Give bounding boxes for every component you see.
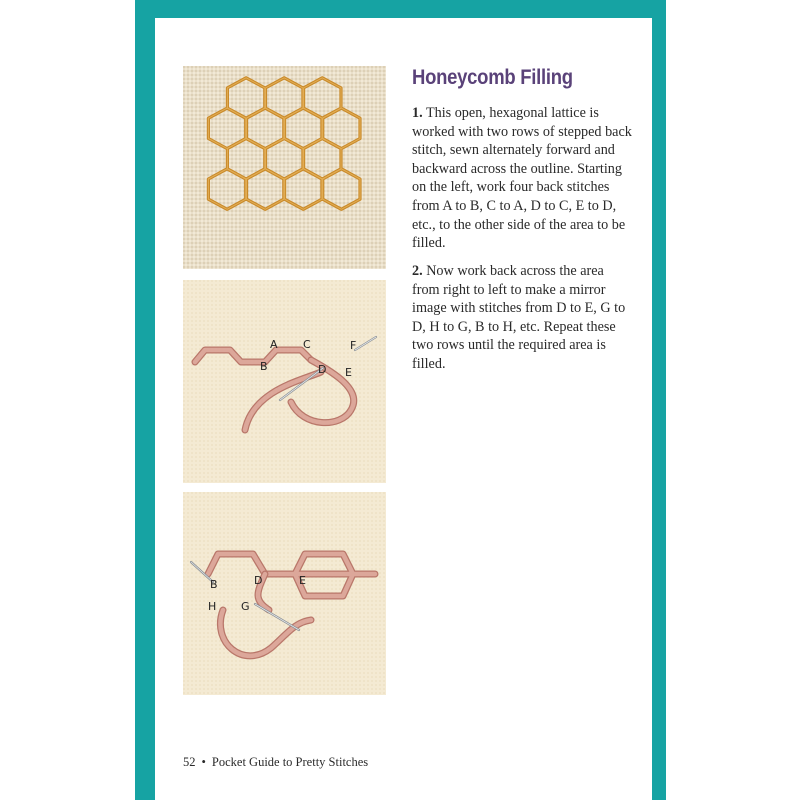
page-number: 52	[183, 755, 196, 769]
step-1-text: This open, hexagonal lattice is worked with two rows of stepped back stitch, sewn alternately forward and backward across the outline. Starting on the left, work four back stitches from A to B, C to A, D to C, E to D, etc., to the other side of the area to be filled.	[412, 105, 632, 252]
label-g: G	[241, 600, 250, 613]
stitch-diagram-step-2	[183, 492, 386, 695]
page-border-right	[652, 0, 666, 800]
honeycomb-sample-image	[183, 66, 386, 269]
label-b: B	[260, 360, 268, 373]
label-f: F	[350, 339, 357, 352]
label-e: E	[299, 574, 306, 587]
stitch-diagram-step-1	[183, 280, 386, 483]
label-b: B	[210, 578, 218, 591]
label-a: A	[270, 338, 278, 351]
page-footer	[183, 755, 368, 770]
step-1-number: 1.	[412, 105, 423, 121]
step-1-paragraph	[412, 104, 632, 253]
page-border-left	[135, 0, 155, 800]
footer-separator: •	[201, 755, 206, 769]
step-2-number: 2.	[412, 263, 423, 279]
label-e: E	[345, 366, 352, 379]
page-border-top	[135, 0, 666, 18]
label-c: C	[303, 338, 311, 351]
step-2-paragraph	[412, 262, 632, 374]
step-2-text: Now work back across the area from right to left to make a mirror image with stitches from D to E, G to D, H to G, B to H, etc. Repeat these two rows until the required area is filled.	[412, 263, 626, 372]
book-title: Pocket Guide to Pretty Stitches	[211, 755, 369, 769]
label-d: D	[318, 363, 327, 376]
label-h: H	[208, 600, 217, 613]
label-d: D	[254, 574, 263, 587]
section-title: Honeycomb Filling	[412, 66, 573, 89]
